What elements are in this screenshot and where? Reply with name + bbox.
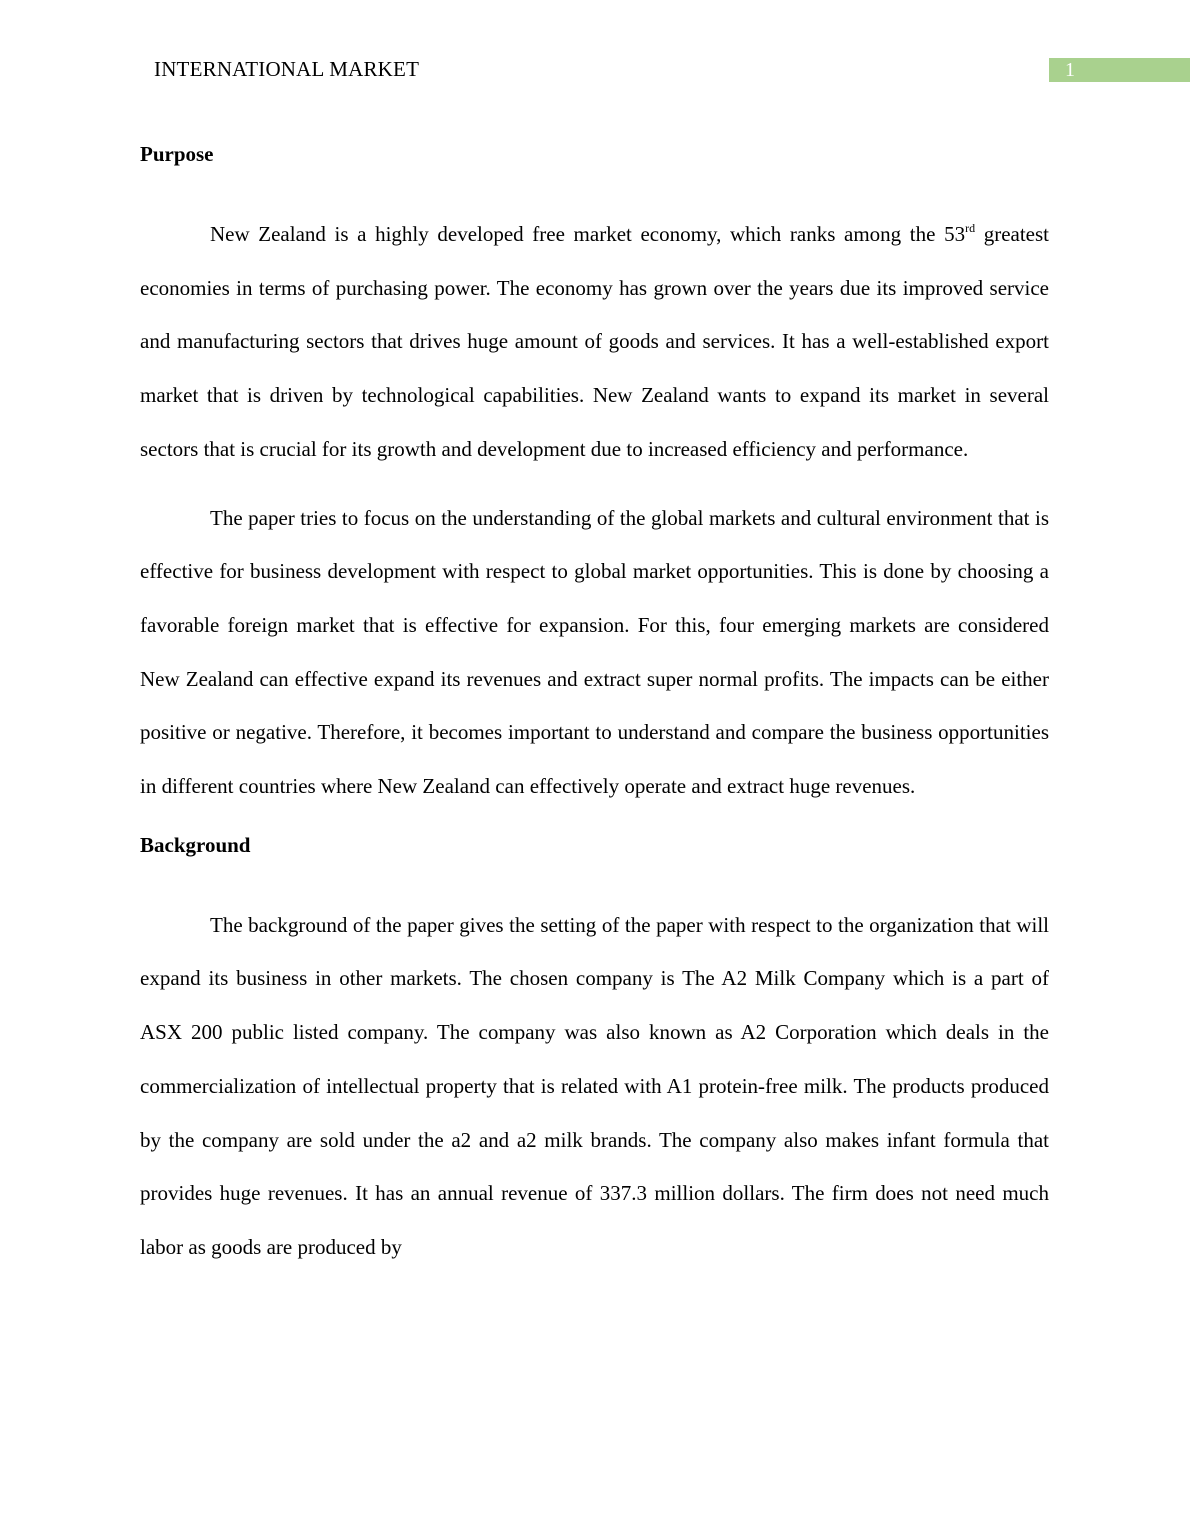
section-heading-background: Background [140, 832, 251, 857]
page-number: 1 [1065, 59, 1075, 81]
ordinal-superscript: rd [965, 221, 976, 235]
background-paragraph-1: The background of the paper gives the setting of the paper with respect to the organization that will expand its business in other markets. The chosen company is The A2 Milk Company which is a part of ASX 200 public listed company. The company was also known as A2 Corporation which deals in the commercialization of intellectual property that is related with A1 protein-free milk. The products produced by the company are sold under the a2 and a2 milk brands. The company also makes infant formula that provides huge revenues. It has an annual revenue of 337.3 million dollars. The firm does not need much labor as goods are produced by [140, 912, 1049, 1259]
purpose-paragraph-1-text-b: greatest economies in terms of purchasing power. The economy has grown over the years due its improved service and manufacturing sectors that drives huge amount of goods and services. It has a well-established export market that is driven by technological capabilities. New Zealand wants to expand its market in several sectors that is crucial for its growth and development due to increased efficiency and performance. [140, 222, 1049, 461]
purpose-paragraph-1-text-a: New Zealand is a highly developed free market economy, which ranks among the 53 [210, 222, 966, 246]
page-number-box [1049, 58, 1190, 82]
section-heading-purpose: Purpose [140, 142, 214, 166]
running-header-title: INTERNATIONAL MARKET [154, 57, 420, 81]
document-body [140, 139, 1049, 1275]
purpose-paragraph-2: The paper tries to focus on the understanding of the global markets and cultural environment that is effective for business development with respect to global market opportunities. This is done by choosing a favorable foreign market that is effective for expansion. For this, four emerging markets are considered New Zealand can effective expand its revenues and extract super normal profits. The impacts can be either positive or negative. Therefore, it becomes important to understand and compare the business opportunities in different countries where New Zealand can effectively operate and extract huge revenues. [140, 505, 1049, 799]
purpose-paragraph-1 [140, 208, 1049, 477]
